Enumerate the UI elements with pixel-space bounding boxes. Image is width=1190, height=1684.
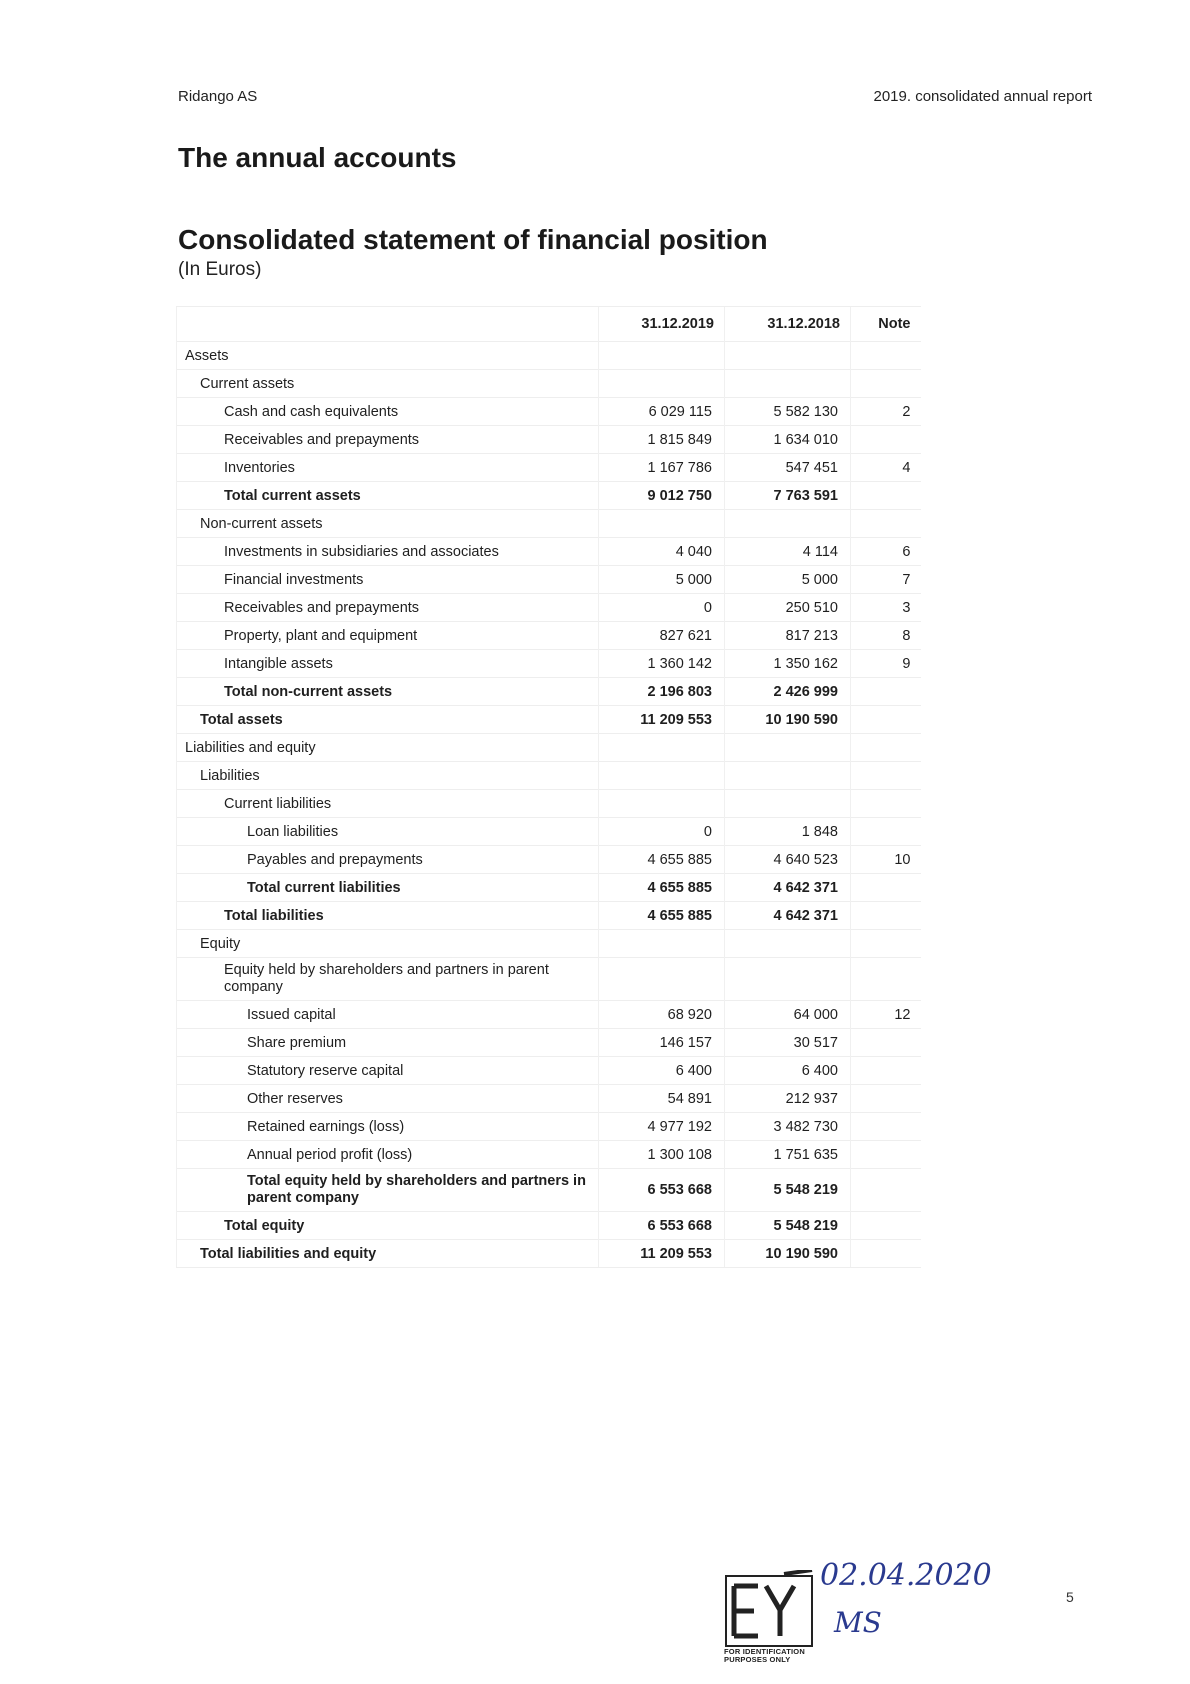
table-row	[177, 454, 921, 482]
table-row	[177, 1240, 921, 1268]
value-2018: 1 751 635	[725, 1141, 851, 1169]
value-2018	[725, 370, 851, 398]
note-ref	[851, 370, 921, 398]
value-2018: 1 634 010	[725, 426, 851, 454]
value-2019: 4 655 885	[599, 846, 725, 874]
value-2018: 6 400	[725, 1057, 851, 1085]
report-title: 2019. consolidated annual report	[873, 88, 1092, 105]
value-2018: 4 114	[725, 538, 851, 566]
value-2018	[725, 958, 851, 1001]
row-label: Loan liabilities	[177, 818, 599, 846]
note-ref: 2	[851, 398, 921, 426]
value-2018: 30 517	[725, 1029, 851, 1057]
note-ref	[851, 762, 921, 790]
row-label: Investments in subsidiaries and associates	[177, 538, 599, 566]
note-ref	[851, 818, 921, 846]
value-2019	[599, 790, 725, 818]
column-header-2018: 31.12.2018	[725, 307, 851, 342]
value-2019: 9 012 750	[599, 482, 725, 510]
value-2018	[725, 734, 851, 762]
value-2018: 7 763 591	[725, 482, 851, 510]
value-2018: 4 642 371	[725, 874, 851, 902]
note-ref	[851, 734, 921, 762]
note-ref	[851, 426, 921, 454]
row-label: Total equity held by shareholders and partners in parent company	[177, 1169, 599, 1212]
value-2019: 1 815 849	[599, 426, 725, 454]
value-2019: 11 209 553	[599, 706, 725, 734]
value-2019	[599, 510, 725, 538]
value-2018: 10 190 590	[725, 1240, 851, 1268]
table-header-row	[177, 307, 921, 342]
note-ref	[851, 1029, 921, 1057]
value-2018: 2 426 999	[725, 678, 851, 706]
row-label: Statutory reserve capital	[177, 1057, 599, 1085]
value-2019: 4 655 885	[599, 902, 725, 930]
note-ref	[851, 930, 921, 958]
note-ref	[851, 874, 921, 902]
value-2018	[725, 342, 851, 370]
table-row	[177, 874, 921, 902]
value-2018	[725, 930, 851, 958]
note-ref	[851, 902, 921, 930]
table-row	[177, 678, 921, 706]
handwritten-date: 02.04.2020	[820, 1558, 992, 1593]
row-label: Other reserves	[177, 1085, 599, 1113]
value-2019: 0	[599, 818, 725, 846]
row-label: Total current assets	[177, 482, 599, 510]
row-label: Equity	[177, 930, 599, 958]
note-ref	[851, 1169, 921, 1212]
table-row	[177, 1141, 921, 1169]
row-label: Total non-current assets	[177, 678, 599, 706]
value-2018: 547 451	[725, 454, 851, 482]
value-2018: 1 350 162	[725, 650, 851, 678]
stamp-caption: FOR IDENTIFICATION PURPOSES ONLY	[724, 1647, 805, 1664]
table-row	[177, 818, 921, 846]
table-row	[177, 622, 921, 650]
value-2018: 1 848	[725, 818, 851, 846]
value-2019: 6 029 115	[599, 398, 725, 426]
row-label: Total assets	[177, 706, 599, 734]
table-row	[177, 1113, 921, 1141]
note-ref	[851, 790, 921, 818]
value-2018: 817 213	[725, 622, 851, 650]
table-row	[177, 1057, 921, 1085]
note-ref	[851, 1113, 921, 1141]
value-2018: 250 510	[725, 594, 851, 622]
value-2019: 2 196 803	[599, 678, 725, 706]
table-row	[177, 1001, 921, 1029]
note-ref	[851, 482, 921, 510]
row-label: Property, plant and equipment	[177, 622, 599, 650]
note-ref	[851, 1085, 921, 1113]
note-ref: 8	[851, 622, 921, 650]
value-2019: 11 209 553	[599, 1240, 725, 1268]
note-ref	[851, 678, 921, 706]
note-ref	[851, 1240, 921, 1268]
value-2018: 4 642 371	[725, 902, 851, 930]
row-label: Financial investments	[177, 566, 599, 594]
row-label: Current liabilities	[177, 790, 599, 818]
value-2019: 6 553 668	[599, 1169, 725, 1212]
row-label: Non-current assets	[177, 510, 599, 538]
table-row	[177, 510, 921, 538]
row-label: Liabilities	[177, 762, 599, 790]
table-row	[177, 930, 921, 958]
column-header-label	[177, 307, 599, 342]
value-2018: 212 937	[725, 1085, 851, 1113]
column-header-2019: 31.12.2019	[599, 307, 725, 342]
value-2019: 0	[599, 594, 725, 622]
value-2019: 4 977 192	[599, 1113, 725, 1141]
financial-position-table	[176, 306, 921, 1268]
value-2019: 6 400	[599, 1057, 725, 1085]
note-ref	[851, 1057, 921, 1085]
note-ref	[851, 342, 921, 370]
table-row	[177, 398, 921, 426]
value-2019	[599, 734, 725, 762]
value-2018: 5 548 219	[725, 1169, 851, 1212]
table-row	[177, 902, 921, 930]
value-2018	[725, 790, 851, 818]
value-2018: 4 640 523	[725, 846, 851, 874]
table-row	[177, 538, 921, 566]
note-ref: 10	[851, 846, 921, 874]
value-2019	[599, 958, 725, 1001]
value-2018	[725, 510, 851, 538]
value-2018: 5 000	[725, 566, 851, 594]
table-row	[177, 650, 921, 678]
row-label: Payables and prepayments	[177, 846, 599, 874]
table-row	[177, 370, 921, 398]
note-ref: 3	[851, 594, 921, 622]
table-row	[177, 482, 921, 510]
note-ref: 12	[851, 1001, 921, 1029]
value-2018: 3 482 730	[725, 1113, 851, 1141]
row-label: Annual period profit (loss)	[177, 1141, 599, 1169]
value-2019: 6 553 668	[599, 1212, 725, 1240]
table-row	[177, 426, 921, 454]
handwritten-initials: MS	[834, 1606, 882, 1639]
note-ref	[851, 510, 921, 538]
table-row	[177, 706, 921, 734]
table-row	[177, 846, 921, 874]
note-ref	[851, 706, 921, 734]
value-2019: 827 621	[599, 622, 725, 650]
row-label: Cash and cash equivalents	[177, 398, 599, 426]
note-ref: 6	[851, 538, 921, 566]
table-row	[177, 342, 921, 370]
page-title: The annual accounts	[178, 142, 457, 173]
currency-unit: (In Euros)	[178, 259, 262, 280]
value-2018: 10 190 590	[725, 706, 851, 734]
row-label: Receivables and prepayments	[177, 594, 599, 622]
value-2019: 1 300 108	[599, 1141, 725, 1169]
table-row	[177, 734, 921, 762]
row-label: Share premium	[177, 1029, 599, 1057]
value-2019	[599, 930, 725, 958]
table-row	[177, 1029, 921, 1057]
column-header-note: Note	[851, 307, 921, 342]
value-2019	[599, 762, 725, 790]
row-label: Issued capital	[177, 1001, 599, 1029]
table-row	[177, 1169, 921, 1212]
note-ref: 9	[851, 650, 921, 678]
value-2019: 4 655 885	[599, 874, 725, 902]
table-row	[177, 958, 921, 1001]
value-2019	[599, 342, 725, 370]
value-2018	[725, 762, 851, 790]
table-row	[177, 790, 921, 818]
table-row	[177, 566, 921, 594]
value-2019: 5 000	[599, 566, 725, 594]
row-label: Total liabilities and equity	[177, 1240, 599, 1268]
row-label: Current assets	[177, 370, 599, 398]
value-2018: 5 548 219	[725, 1212, 851, 1240]
note-ref	[851, 958, 921, 1001]
note-ref: 7	[851, 566, 921, 594]
row-label: Inventories	[177, 454, 599, 482]
value-2019: 4 040	[599, 538, 725, 566]
row-label: Liabilities and equity	[177, 734, 599, 762]
company-name: Ridango AS	[178, 88, 258, 105]
row-label: Assets	[177, 342, 599, 370]
row-label: Total liabilities	[177, 902, 599, 930]
table-row	[177, 1085, 921, 1113]
table-row	[177, 594, 921, 622]
value-2018: 5 582 130	[725, 398, 851, 426]
value-2019: 54 891	[599, 1085, 725, 1113]
value-2019: 1 167 786	[599, 454, 725, 482]
note-ref: 4	[851, 454, 921, 482]
row-label: Retained earnings (loss)	[177, 1113, 599, 1141]
note-ref	[851, 1141, 921, 1169]
value-2019: 1 360 142	[599, 650, 725, 678]
note-ref	[851, 1212, 921, 1240]
row-label: Receivables and prepayments	[177, 426, 599, 454]
statement-title: Consolidated statement of financial position	[178, 224, 768, 255]
value-2018: 64 000	[725, 1001, 851, 1029]
row-label: Total equity	[177, 1212, 599, 1240]
value-2019: 68 920	[599, 1001, 725, 1029]
row-label: Intangible assets	[177, 650, 599, 678]
row-label: Total current liabilities	[177, 874, 599, 902]
ey-stamp-logo	[724, 1570, 814, 1650]
row-label: Equity held by shareholders and partners in parent company	[177, 958, 599, 1001]
table-row	[177, 762, 921, 790]
value-2019: 146 157	[599, 1029, 725, 1057]
value-2019	[599, 370, 725, 398]
page-number: 5	[1066, 1589, 1074, 1605]
table-row	[177, 1212, 921, 1240]
